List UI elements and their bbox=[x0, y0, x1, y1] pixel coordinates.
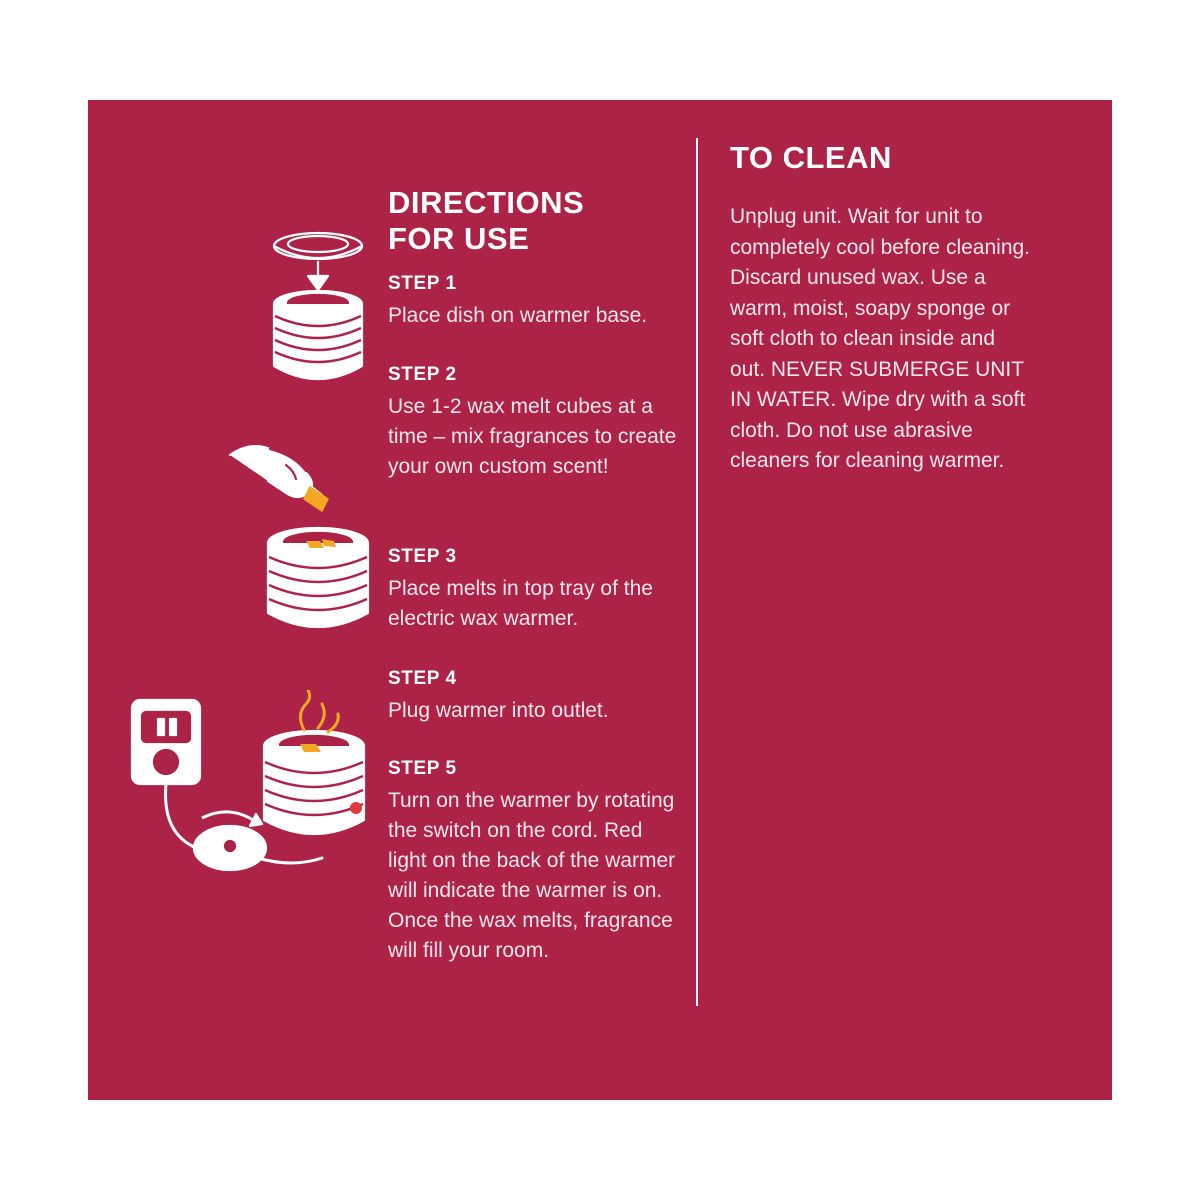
clean-column bbox=[730, 140, 1050, 477]
step-5 bbox=[388, 758, 678, 966]
step-2 bbox=[388, 364, 678, 482]
step-4-text: Plug warmer into outlet. bbox=[388, 699, 609, 722]
step-3-text: Place melts in top tray of the electric wax warmer. bbox=[388, 577, 653, 630]
step-2-text: Use 1-2 wax melt cubes at a time – mix fragrances to create your own custom scent! bbox=[388, 395, 677, 478]
panel-columns bbox=[88, 100, 1112, 1100]
clean-heading: TO CLEAN bbox=[730, 140, 892, 175]
directions-column bbox=[98, 140, 678, 1060]
step-1 bbox=[388, 273, 678, 331]
step-3 bbox=[388, 546, 678, 634]
warmer-plugged-into-outlet-icon bbox=[118, 690, 408, 925]
step-2-label: STEP 2 bbox=[388, 364, 457, 385]
step-3-label: STEP 3 bbox=[388, 546, 457, 567]
step-5-text: Turn on the warmer by rotating the switch on the cord. Red light on the back of the warmer will indicate the warmer is on. Once the wax melts, fragrance will fill your room. bbox=[388, 789, 676, 962]
column-divider bbox=[696, 138, 698, 1006]
clean-text: Unplug unit. Wait for unit to completely cool before cleaning. Discard unused wax. Use a warm, moist, soapy sponge or soft cloth to clean inside and out. NEVER SUBMERGE UNIT IN WATER. Wipe dry with a soft cloth. Do not use abrasive cleaners for cleaning warmer. bbox=[730, 205, 1031, 472]
warmer-dish-on-base-icon bbox=[248, 220, 408, 425]
step-5-label: STEP 5 bbox=[388, 758, 457, 779]
directions-heading: DIRECTIONS FOR USE bbox=[388, 185, 585, 256]
step-4 bbox=[388, 668, 678, 726]
hand-placing-wax-cube-icon bbox=[218, 425, 428, 660]
instructions-panel bbox=[88, 100, 1112, 1100]
step-1-label: STEP 1 bbox=[388, 273, 457, 294]
step-1-text: Place dish on warmer base. bbox=[388, 304, 648, 327]
step-4-label: STEP 4 bbox=[388, 668, 457, 689]
